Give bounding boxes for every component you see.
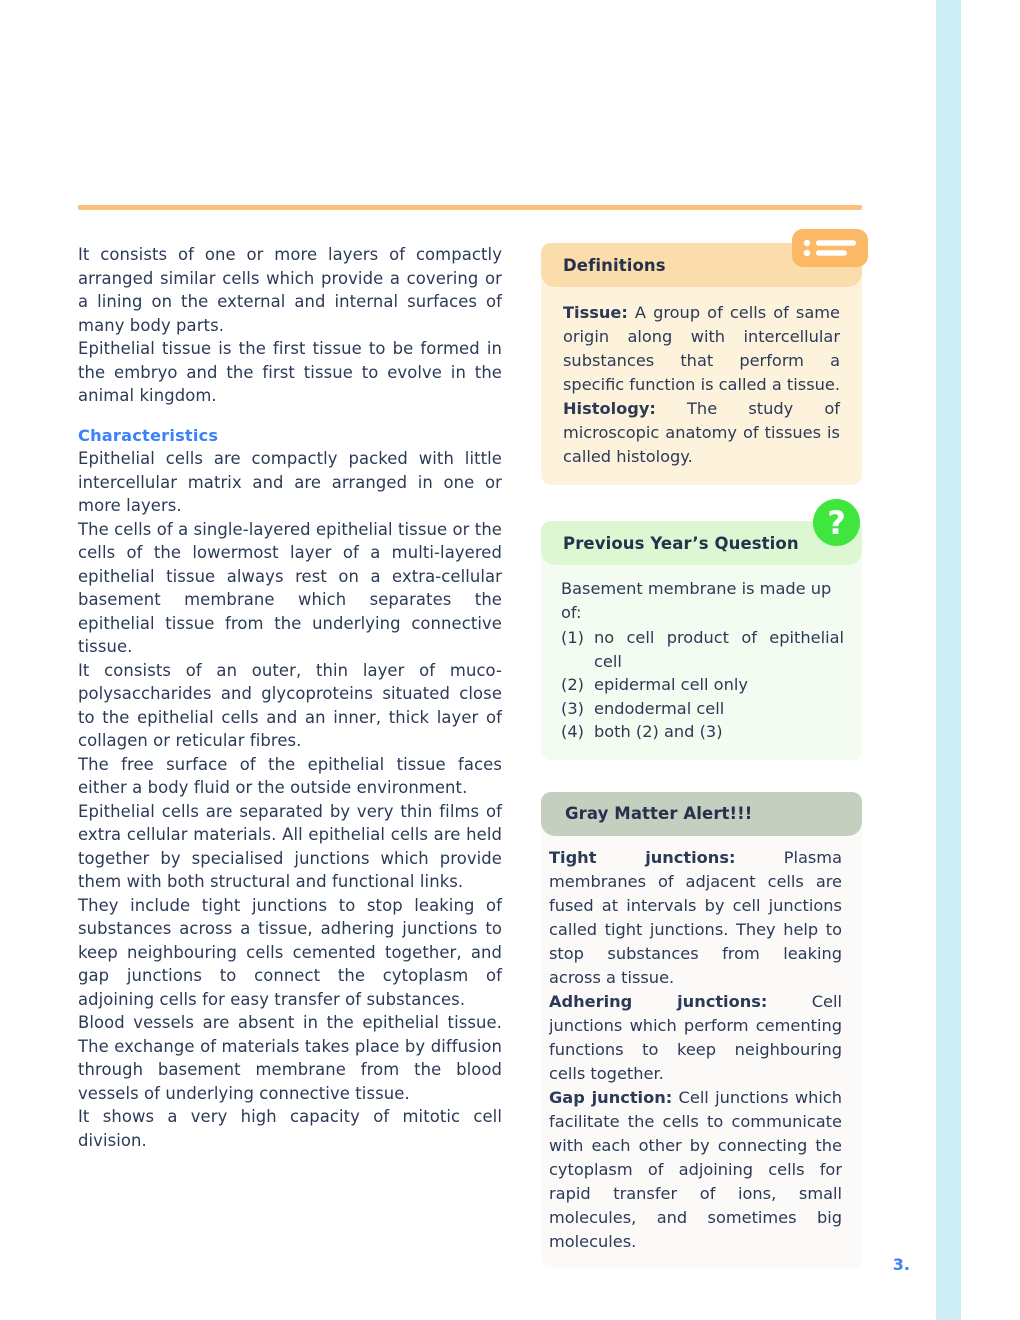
gray-matter-term: Adhering junctions: [549,991,768,1011]
question-stem: Basement membrane is made up of: [561,579,832,622]
gray-matter-alert-body [541,836,862,1254]
previous-year-question-card [541,503,862,760]
option-number: (2) [561,675,584,694]
gray-matter-alert-card [541,792,862,1268]
list-icon [792,229,868,267]
characteristic-item: They include tight junctions to stop leaking of substances across a tissue, adhering junctions to keep neighbouring cells cemented together, and gap junctions to connect the cytoplasm of adjoining cells for easy transfer of substances. [78,895,502,1009]
intro-paragraph-2: Epithelial tissue is the first tissue to be formed in the embryo and the first tissue to evolve in the animal kingdom. [78,339,502,405]
option-number: (1) [561,628,584,647]
option-number: (3) [561,698,584,718]
definition-text: A group of cells of same origin along with intercellular substances that perform a specific function is called a tissue. [563,303,840,394]
option-number: (4) [561,722,584,741]
page-number: 3. [892,1255,910,1274]
question-option[interactable] [561,697,844,721]
gray-matter-term: Gap junction: [549,1087,673,1107]
characteristic-item: The cells of a single-layered epithelial tissue or the cells of the lowermost layer of a multi-layered epithelial tissue always rest on a extra-cellular basement membrane which separates the epithelial tissue from the underlying connective tissue. [78,519,502,656]
question-mark-icon [813,499,860,546]
characteristic-item: Epithelial cells are separated by very thin films of extra cellular materials. All epithelial cells are held together by specialised junctions which provide them with both structural and functional links. [78,801,502,891]
option-text: both (2) and (3) [594,722,723,741]
top-divider-rule [78,205,862,210]
section-heading-characteristics: Characteristics [78,425,219,445]
definitions-card-body [541,287,862,469]
definition-term: Tissue: [563,303,628,322]
gray-matter-alert-header [541,792,862,836]
question-option[interactable] [561,673,844,697]
intro-paragraph-1: It consists of one or more layers of compactly arranged similar cells which provide a covering or a lining on the external and internal surfaces of many body parts. [78,245,502,335]
characteristic-item: Blood vessels are absent in the epithelial tissue. The exchange of materials takes place by diffusion through basement membrane from the blood vessels of underlying connective tissue. [78,1013,502,1103]
characteristic-item: It shows a very high capacity of mitotic cell division. [78,1107,502,1150]
right-edge-decoration-bar [936,0,961,1320]
question-option[interactable] [561,720,844,744]
gray-matter-text: Cell junctions which perform cementing functions to keep neighbouring cells together. [549,991,842,1083]
option-text: epidermal cell only [594,675,748,694]
characteristic-item: Epithelial cells are compactly packed with little intercellular matrix and are arranged in one or more layers. [78,449,502,515]
gray-matter-text: Plasma membranes of adjacent cells are fused at intervals by cell junctions called tight junctions. They help to stop substances from leaking across a tissue. [549,847,843,987]
characteristic-item: It consists of an outer, thin layer of muco-polysaccharides and glycoproteins situated close to the epithelial cells and an inner, thick layer of collagen or reticular fibres. [78,660,502,750]
option-text: endodermal cell [594,698,725,718]
definitions-card [541,243,862,485]
gray-matter-alert-title: Gray Matter Alert!!! [565,804,753,823]
question-option[interactable] [561,626,844,673]
definitions-card-title: Definitions [563,255,666,275]
left-text-column [78,243,502,1152]
characteristic-item: The free surface of the epithelial tissue faces either a body fluid or the outside environment. [78,754,502,797]
gray-matter-text: Cell junctions which facilitate the cells to communicate with each other by connecting the cytoplasm of adjoining cells for rapid transfer of ions, small molecules, and sometimes big molecules. [549,1087,842,1251]
definition-text: The study of microscopic anatomy of tissues is called histology. [563,399,840,466]
question-mark-glyph: ? [827,503,846,542]
definition-term: Histology: [563,399,656,418]
right-sidebar-column [541,243,862,1268]
previous-year-question-title: Previous Year’s Question [563,533,799,553]
option-text: no cell product of epithelial cell [594,628,844,671]
gray-matter-term: Tight junctions: [549,847,736,867]
previous-year-question-body [541,565,862,744]
